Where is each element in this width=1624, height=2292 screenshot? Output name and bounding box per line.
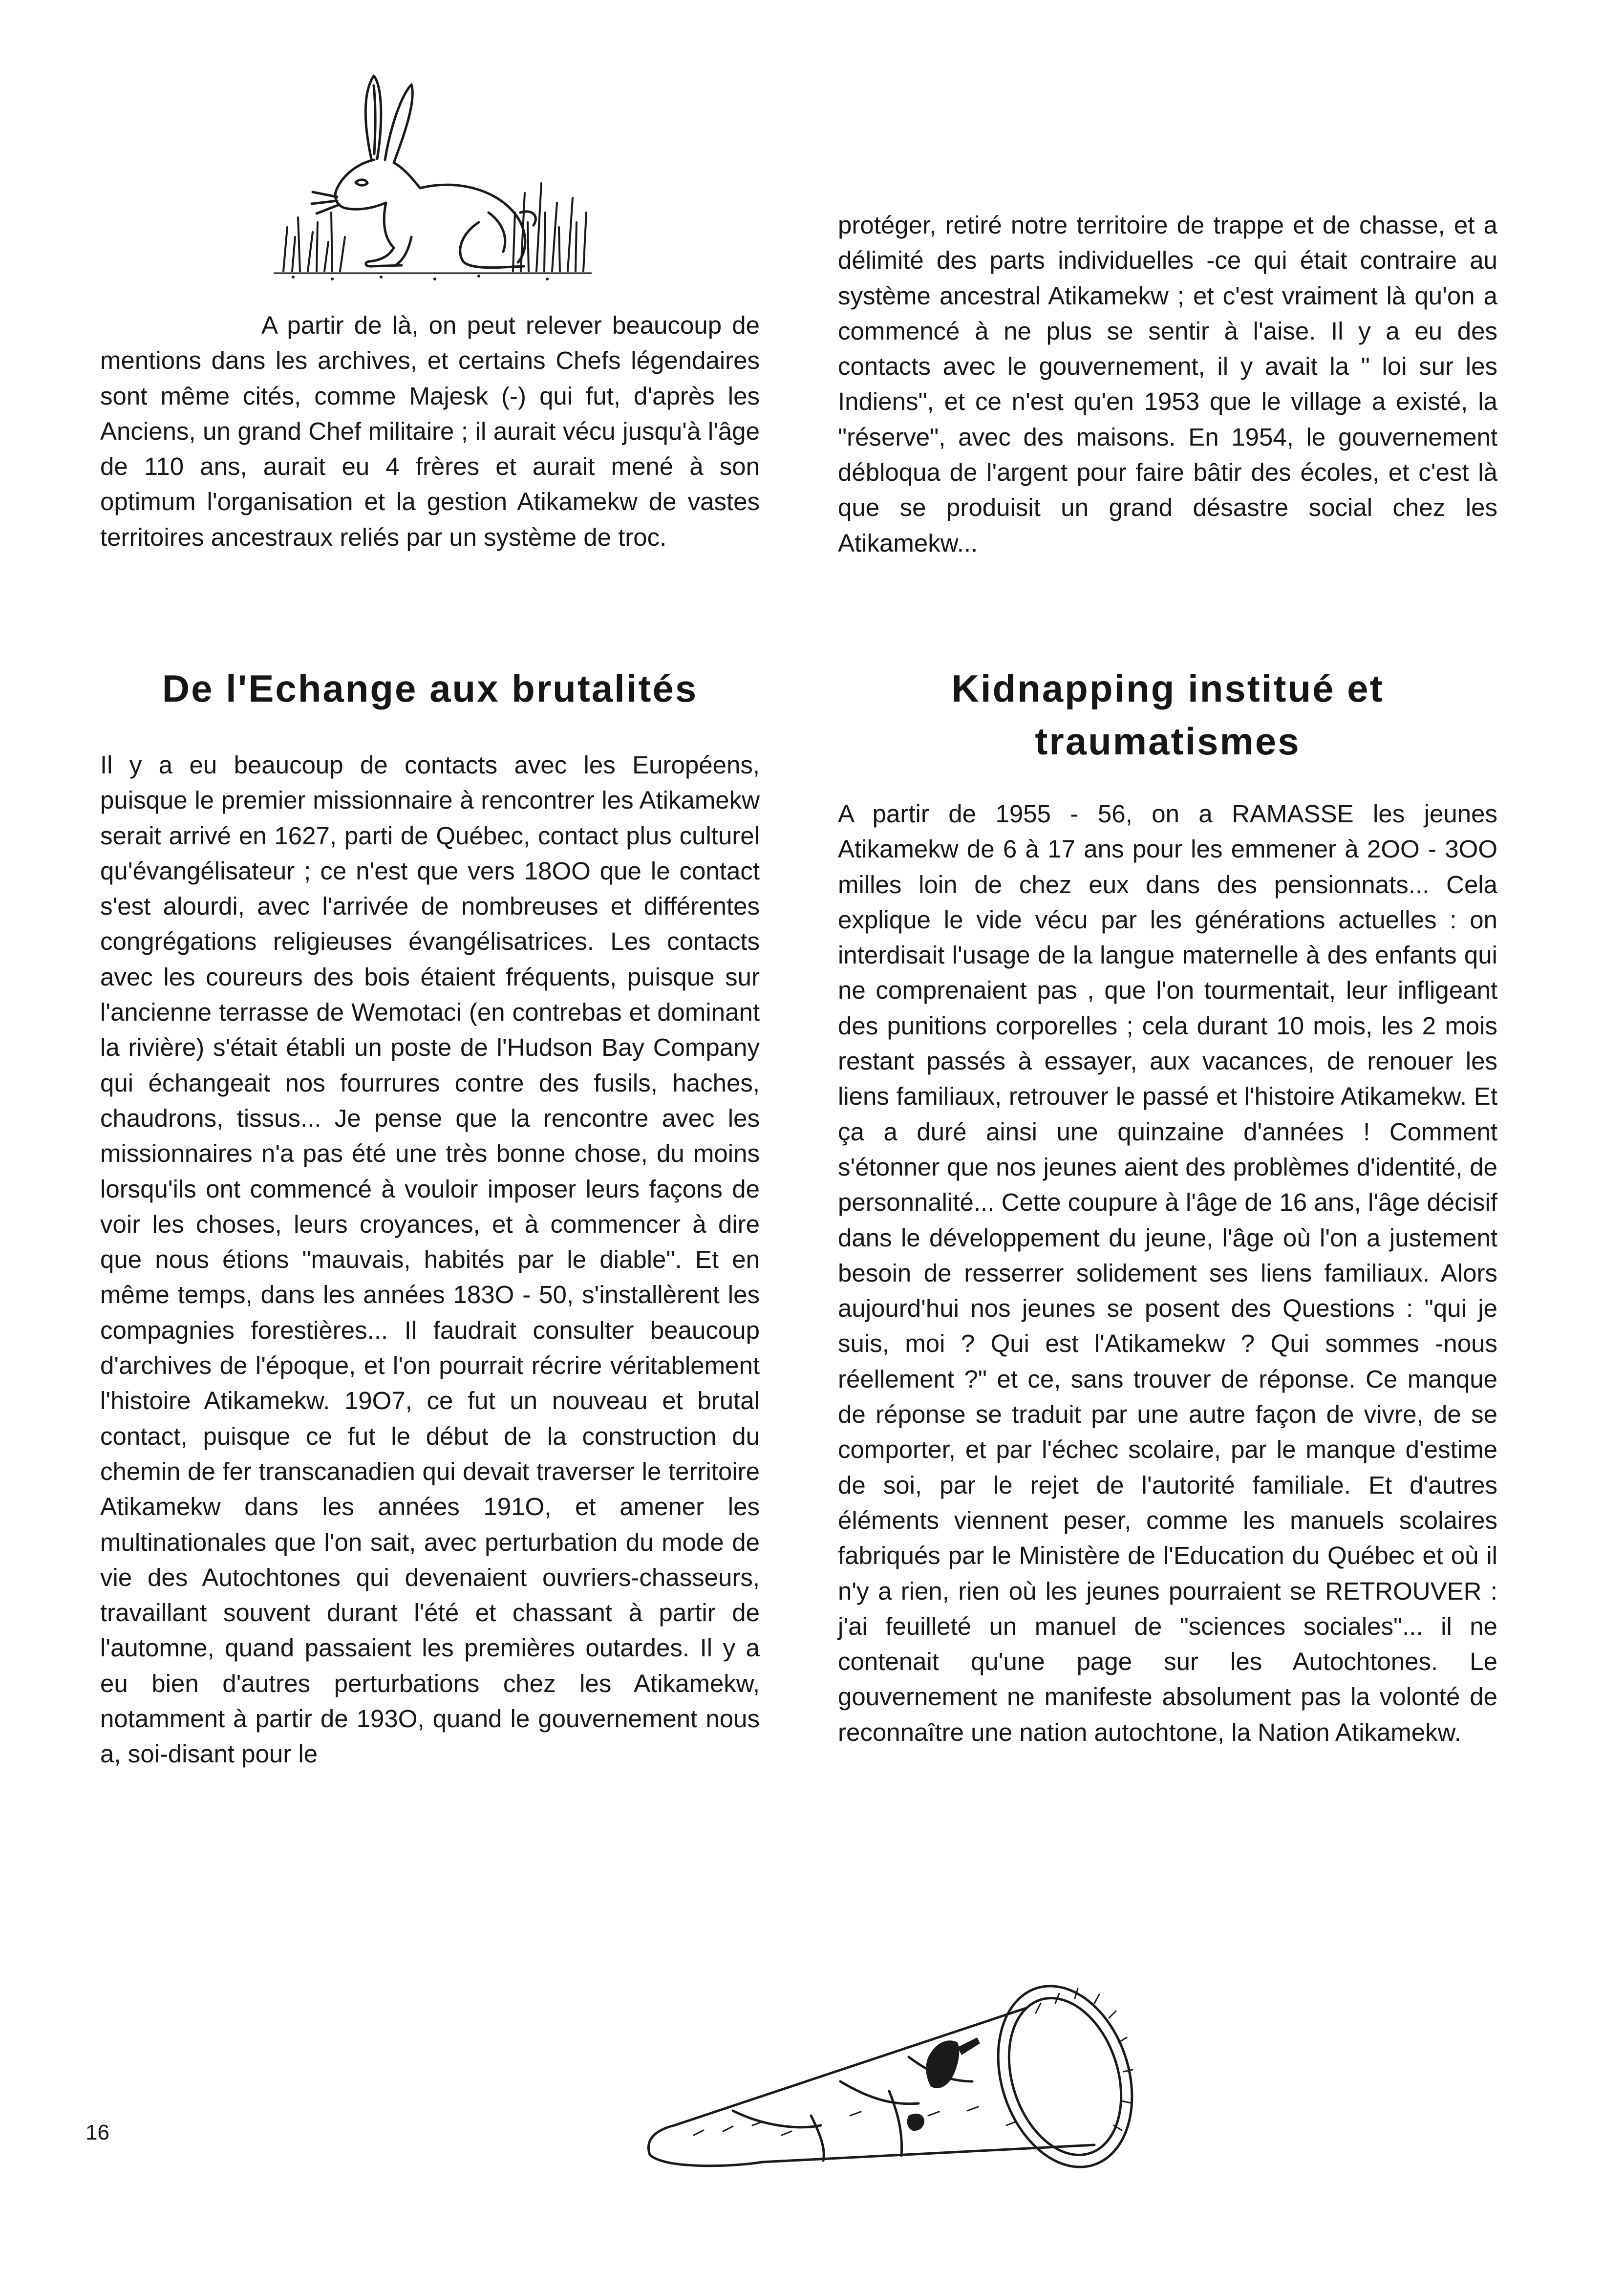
continuation-paragraph: protéger, retiré notre territoire de trappe et de chasse, et a délimité des parts individuelles -ce qui était contraire au système ancestral Atikamekw ; et c'est vraiment là qu'on a commencé à ne plus se sentir à l'aise. Il y a eu des contacts avec le gouvernement, il y avait la " loi sur les Indiens", et ce n'est qu'en 1953 que le village a existé, la "réserve", avec des maisons. En 1954, le gouvernement débloqua de l'argent pour faire bâtir des écoles, et c'est là que se produisit un grand désastre social chez les Atikamekw... (838, 211, 1497, 557)
section-heading-right-line1: Kidnapping institué et (951, 667, 1384, 710)
section-heading-right-line2: traumatismes (1035, 720, 1301, 763)
body-paragraph-right: A partir de 1955 - 56, on a RAMASSE les jeunes Atikamekw de 6 à 17 ans pour les emmener à 2OO - 3OO milles loin de chez eux dans des pensionnats... Cela explique le vide vécu par les générations actuelles : on interdisait l'usage de la langue maternelle à des enfants qui ne comprenaient pas , que l'on tourmentait, leur infligeant des punitions corporelles ; cela durant 10 mois, les 2 mois restant passés à essayer, aux vacances, de renouer les liens familiaux, retrouver le passé et l'histoire Atikamekw. Et ça a duré ainsi une quinzaine d'années ! Comment s'étonner que nos jeunes aient des problèmes d'identité, de personnalité... Cette coupure à l'âge de 16 ans, l'âge décisif dans le développement du jeune, l'âge où l'on a justement besoin de resserrer solidement ses liens familiaux. Alors aujourd'hui nos jeunes se posent des Questions : "qui je suis, moi ? Qui est l'Atikamekw ? Qui sommes -nous réellement ?" et ce, sans trouver de réponse. Ce manque de réponse se traduit par une autre façon de vivre, de se comporter, et par l'échec scolaire, par le manque d'estime de soi, par le rejet de l'autorité familiale. Et d'autres éléments viennent peser, comme les manuels scolaires fabriqués par le Ministère de l'Education du Québec et où il n'y a rien, rien où les jeunes pourraient se RETROUVER : j'ai feuilleté un manuel de "sciences sociales"... il ne contenait qu'une page sur les Autochtones. Le gouvernement ne manifeste absolument pas la volonté de reconnaître une nation autochtone, la Nation Atikamekw. (838, 800, 1497, 1746)
section-heading-right (838, 662, 1497, 768)
rabbit-illustration (274, 66, 596, 281)
birchbark-cone-illustration (635, 1969, 1163, 2174)
intro-paragraph: A partir de là, on peut relever beaucoup de mentions dans les archives, et certains Chefs légendaires sont même cités, comme Majesk (-) qui fut, d'après les Anciens, un grand Chef militaire ; il aurait vécu jusqu'à l'âge de 110 ans, aurait eu 4 frères et aurait mené à son optimum l'organisation et la gestion Atikamekw de vastes territoires ancestraux reliés par un système de troc. (100, 311, 760, 551)
page-number: 16 (85, 2121, 109, 2144)
section-heading-left: De l'Echange aux brutalités (162, 667, 698, 710)
body-paragraph-left: Il y a eu beaucoup de contacts avec les Européens, puisque le premier missionnaire à rencontrer les Atikamekw serait arrivé en 1627, parti de Québec, contact plus culturel qu'évangélisateur ; ce n'est que vers 18OO que le contact s'est alourdi, avec l'arrivée de nombreuses et différentes congrégations religieuses évangélisatrices. Les contacts avec les coureurs des bois étaient fréquents, puisque sur l'ancienne terrasse de Wemotaci (en contrebas et dominant la rivière) s'était établi un poste de l'Hudson Bay Company qui échangeait nos fourrures contre des fusils, haches, chaudrons, tissus... Je pense que la rencontre avec les missionnaires n'a pas été une très bonne chose, du moins lorsqu'ils ont commencé à vouloir imposer leurs façons de voir les choses, leurs croyances, et à commencer à dire que nous étions "mauvais, habités par le diable". Et en même temps, dans les années 183O - 50, s'installèrent les compagnies forestières... Il faudrait consulter beaucoup d'archives de l'époque, et l'on pourrait récrire véritablement l'histoire Atikamekw. 19O7, ce fut un nouveau et brutal contact, puisque ce fut le début de la construction du chemin de fer transcanadien qui devait traverser le territoire Atikamekw dans les années 191O, et amener les multinationales que l'on sait, avec perturbation du mode de vie des Autochtones qui devenaient ouvriers-chasseurs, travaillant souvent durant l'été et chassant à partir de l'automne, quand passaient les premières outardes. Il y a eu bien d'autres perturbations chez les Atikamekw, notamment à partir de 193O, quand le gouvernement nous a, soi-disant pour le (100, 751, 760, 1768)
